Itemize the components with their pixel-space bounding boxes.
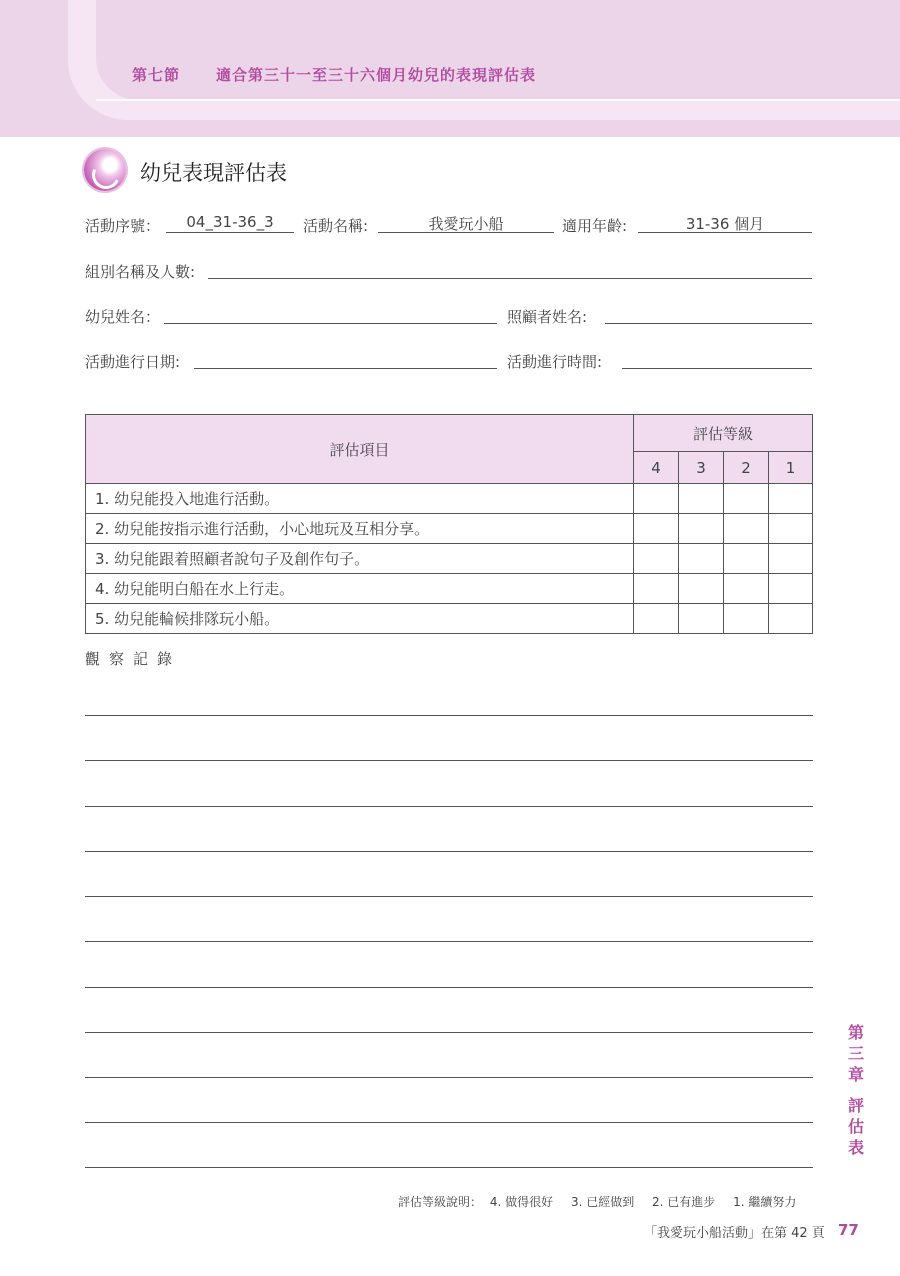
grade-cell[interactable] [724,604,769,634]
observation-line[interactable] [85,1167,813,1168]
age-label: 適用年齡: [562,217,628,235]
grade-cell[interactable] [679,604,724,634]
grade-cell[interactable] [679,514,724,544]
grade-cell[interactable] [679,484,724,514]
activity-no-label: 活動序號： [85,217,161,235]
item-column-header: 評估項目 [86,415,634,484]
child-name-label: 幼兒姓名： [85,308,161,326]
assessment-item: 4. 幼兒能明白船在水上行走。 [86,574,634,604]
activity-no-field[interactable]: 04_31-36_3 [166,213,294,233]
side-tab-name: 評估表 [847,1096,864,1157]
observation-line[interactable] [85,715,813,716]
child-name-field[interactable] [164,304,497,324]
assessment-item: 5. 幼兒能輪候排隊玩小船。 [86,604,634,634]
table-row [86,544,813,574]
observation-title: 觀察記錄 [85,650,182,668]
section-number: 第七節 [132,66,181,84]
carer-name-label: 照顧者姓名: [507,308,588,326]
observation-line[interactable] [85,1077,813,1078]
side-tab-chapter: 第三章 [847,1023,864,1084]
evaluation-table [85,414,813,634]
grade-legend [398,1193,810,1210]
table-row [86,484,813,514]
grade-cell[interactable] [769,574,813,604]
grade-header-2: 2 [724,452,769,484]
grade-cell[interactable] [769,514,813,544]
table-row [86,604,813,634]
grade-cell[interactable] [724,484,769,514]
grade-cell[interactable] [724,514,769,544]
observation-line[interactable] [85,1122,813,1123]
grade-cell[interactable] [769,484,813,514]
grade-column-header: 評估等級 [634,415,813,452]
grade-cell[interactable] [634,604,679,634]
grade-cell[interactable] [724,574,769,604]
group-field[interactable] [208,259,812,279]
assessment-item: 3. 幼兒能跟着照顧者說句子及創作句子。 [86,544,634,574]
grade-cell[interactable] [634,574,679,604]
legend-item: 4. 做得很好 [489,1195,554,1209]
date-field[interactable] [194,349,497,369]
table-row [86,514,813,544]
time-label: 活動進行時間: [507,353,603,371]
date-label: 活動進行日期: [85,353,181,371]
legend-label: 評估等級說明： [398,1195,483,1209]
grade-header-4: 4 [634,452,679,484]
activity-name-label: 活動名稱: [303,217,369,235]
activity-reference: 「我愛玩小船活動」在第 42 頁 [644,1226,825,1241]
grade-header-3: 3 [679,452,724,484]
grade-cell[interactable] [634,484,679,514]
observation-line[interactable] [85,896,813,897]
title-bullet-icon [84,149,126,191]
activity-name-field[interactable]: 我愛玩小船 [378,213,554,233]
observation-line[interactable] [85,806,813,807]
age-field[interactable]: 31-36 個月 [638,213,812,233]
grade-header-1: 1 [769,452,813,484]
observation-line[interactable] [85,941,813,942]
observation-line[interactable] [85,1032,813,1033]
grade-cell[interactable] [634,544,679,574]
header-divider [96,99,900,101]
header-inner-panel [96,0,900,100]
grade-cell[interactable] [769,544,813,574]
assessment-item: 1. 幼兒能投入地進行活動。 [86,484,634,514]
observation-line[interactable] [85,760,813,761]
observation-line[interactable] [85,851,813,852]
table-row [86,574,813,604]
observation-line[interactable] [85,987,813,988]
group-label: 組別名稱及人數: [85,263,196,281]
assessment-item: 2. 幼兒能按指示進行活動，小心地玩及互相分享。 [86,514,634,544]
page-number: 77 [838,1221,859,1239]
carer-name-field[interactable] [605,304,812,324]
time-field[interactable] [622,349,812,369]
section-title: 適合第三十一至三十六個月幼兒的表現評估表 [216,66,537,84]
legend-item: 1. 繼續努力 [733,1195,797,1209]
grade-cell[interactable] [724,544,769,574]
page-title: 幼兒表現評估表 [140,161,287,185]
grade-cell[interactable] [634,514,679,544]
grade-cell[interactable] [769,604,813,634]
grade-cell[interactable] [679,574,724,604]
legend-item: 2. 已有進步 [652,1195,716,1209]
grade-cell[interactable] [679,544,724,574]
legend-item: 3. 已經做到 [570,1195,635,1209]
